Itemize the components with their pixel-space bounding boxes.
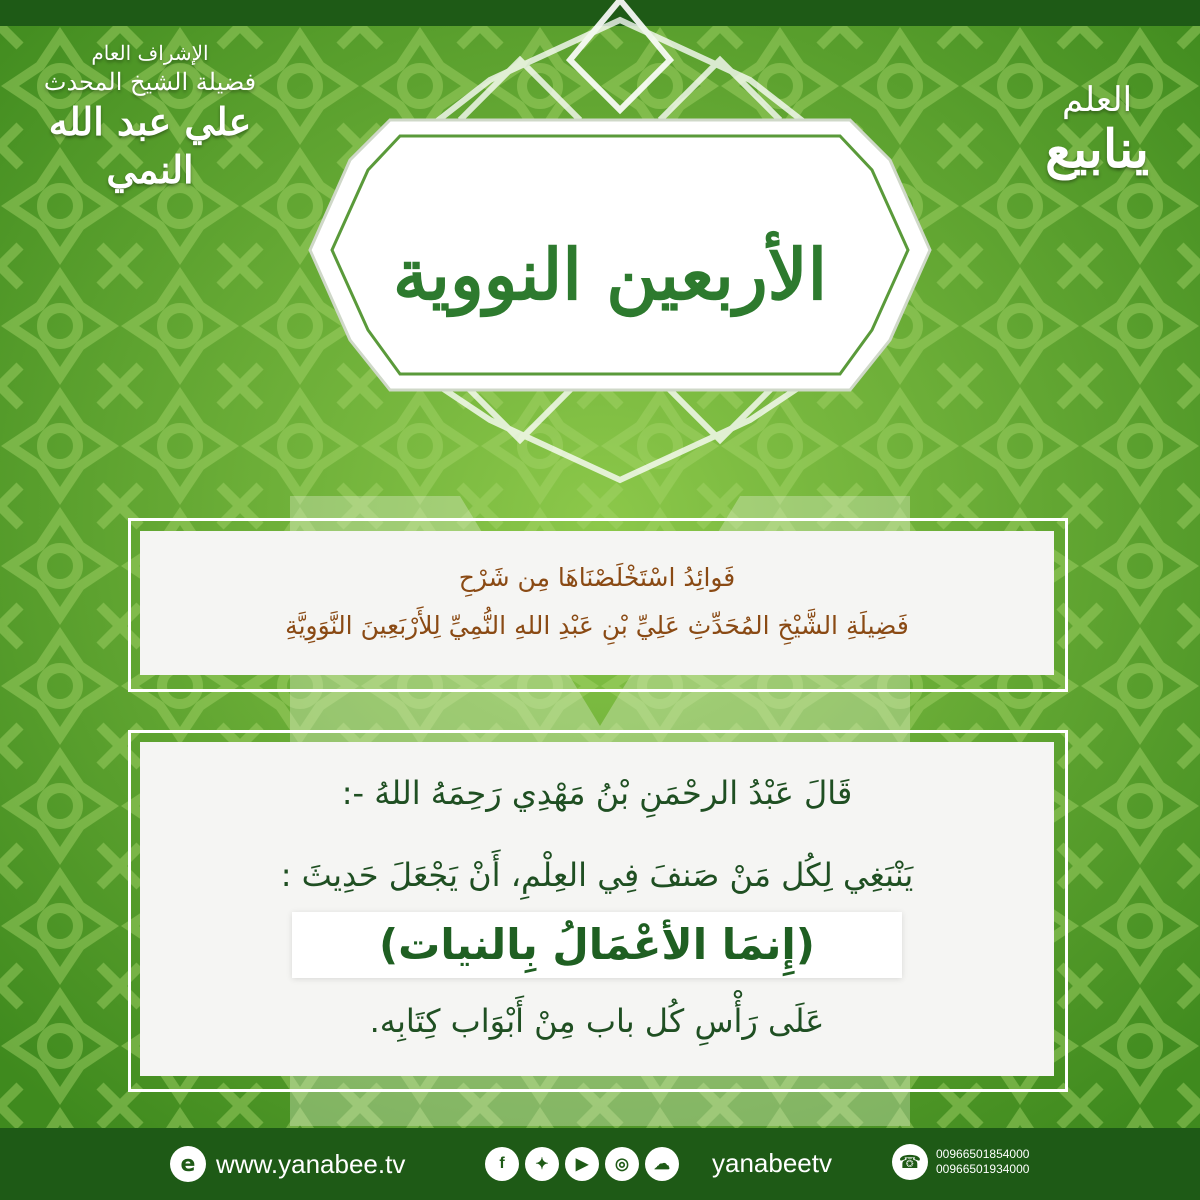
logo-word-2: العلم [1061, 80, 1133, 120]
whatsapp-icon: ☎ [892, 1144, 928, 1180]
quote-line-1: قَالَ عَبْدُ الرحْمَنِ بْنُ مَهْدِي رَحِمَهُ اللهُ -: [341, 774, 853, 812]
web-e-icon: e [170, 1146, 206, 1182]
facebook-icon[interactable]: f [485, 1147, 519, 1181]
soundcloud-icon[interactable]: ☁ [645, 1147, 679, 1181]
phone-number-1: 00966501854000 [936, 1147, 1030, 1161]
instagram-icon[interactable]: ◎ [605, 1147, 639, 1181]
supervision-credit [20, 40, 280, 194]
credit-line-3: علي عبد الله النمي [48, 99, 252, 192]
website-text: www.yanabee.tv [216, 1148, 406, 1179]
phone-number-2: 00966501934000 [936, 1162, 1030, 1176]
website-link[interactable] [170, 1146, 405, 1182]
quote-text [140, 742, 1054, 1042]
collection-title: الأربعين النووية [392, 233, 828, 316]
footer [0, 1128, 1200, 1200]
intro-text [140, 531, 1054, 643]
intro-line-2: فَضِيلَةِ الشَّيْخِ المُحَدِّثِ عَلِيِّ بْنِ عَبْدِ اللهِ النُّمِيِّ لِلأَرْبَعِينَ النَّوَوِيَّةِ [285, 611, 909, 640]
hadith-highlight: (إِنمَا الأعْمَالُ بِالنيات) [292, 912, 902, 978]
phone-contact[interactable] [892, 1144, 1029, 1180]
credit-line-2: فضيلة الشيخ المحدث [43, 68, 257, 96]
quote-line-2: يَنْبَغِي لِكُل مَنْ صَنفَ فِي العِلْمِ، أَنْ يَجْعَلَ حَدِيثَ : [280, 856, 914, 894]
social-handle[interactable]: yanabeetv [712, 1148, 832, 1178]
social-icons [485, 1146, 679, 1182]
twitter-icon[interactable]: ✦ [525, 1147, 559, 1181]
logo-word-1: ينابيع [1045, 119, 1149, 180]
intro-line-1: فَوائِدُ اسْتَخْلَصْنَاهَا مِن شَرْحِ [458, 563, 736, 592]
credit-line-1: الإشراف العام [91, 41, 209, 65]
youtube-icon[interactable]: ▶ [565, 1147, 599, 1181]
phone-numbers [936, 1147, 1029, 1177]
yanabee-logo [1022, 80, 1172, 240]
quote-line-3: عَلَى رَأْسِ كُل باب مِنْ أَبْوَاب كِتَابِه. [369, 1002, 825, 1040]
